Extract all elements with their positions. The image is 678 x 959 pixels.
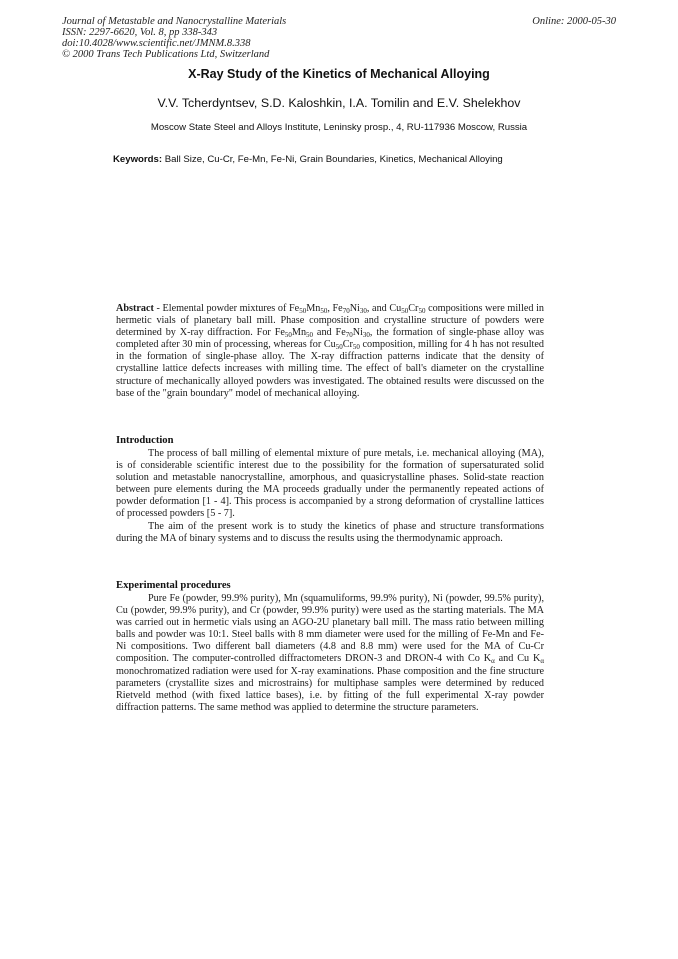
keywords-line xyxy=(113,154,503,165)
experimental-body xyxy=(116,593,544,714)
journal-header xyxy=(62,16,286,60)
introduction-heading: Introduction xyxy=(116,435,174,446)
introduction-paragraph-1: The process of ball milling of elemental mixture of pure metals, i.e. mechanical alloying (MA), is of considerable scientific interest due to the possibility for the formation of supersaturated solid solution and metastable nanocrystalline, amorphous, and quasicrystalline phases. Solid-state reaction between pure elements during the MA proceeds gradually under the permanently repeated actions of powder deformation [1 - 4]. This process is accompanied by a strong deformation of crystalline lattices of processed powders [5 - 7]. xyxy=(116,448,544,520)
abstract-label: Abstract xyxy=(116,303,154,314)
copyright-line: © 2000 Trans Tech Publications Ltd, Switzerland xyxy=(62,49,270,60)
paper-affiliation: Moscow State Steel and Alloys Institute, Leninsky prosp., 4, RU-117936 Moscow, Russia xyxy=(150,122,528,133)
abstract-paragraph: Abstract - Elemental powder mixtures of $Fe_{50}Mn_{50}$, $Fe_{70}Ni_{30}$, and $Cu_{50}Cr_{50}$ compositions were milled in hermetic vials of planetary ball mill. Phase composition and crystalline structure of powders were determined by X-ray diffraction. For $Fe_{50}Mn_{50}$ and $Fe_{70}Ni_{30}$, the formation of single-phase alloy was completed after 30 min of processing, whereas for $Cu_{50}Cr_{50}$ composition, milling for 4 h has not resulted in the formation of single-phase alloy. The X-ray diffraction patterns indicate that the density of crystalline lattice defects increases with milling time. The effect of ball's diameter on the crystalline structure of mechanically alloyed powders was investigated. The obtained results were discussed on the base of the "grain boundary" model of mechanical alloying. xyxy=(116,303,545,399)
introduction-paragraph-2: The aim of the present work is to study the kinetics of phase and structure transformations during the MA of binary systems and to discuss the results using the thermodynamic approach. xyxy=(116,520,544,544)
experimental-paragraph: Pure Fe (powder, 99.9% purity), Mn (squamuliforms, 99.9% purity), Ni (powder, 99.5% purity), Cu (powder, 99.9% purity), and Cr (powder, 99.9% purity) were used as the starting materials. The MA was carried out in hermetic vials using an AGO-2U planetary ball mill. The mass ratio between milling balls and powder was 10:1. Steel balls with 8 mm diameter were used for the milling of Fe-Mn and Fe-Ni compositions. Two different ball diameters (4.8 and 8.8 mm) were used for the MA of Cu-Cr composition. The computer-controlled diffractometers DRON-3 and DRON-4 with Co $K_\alpha$ and Cu $K_\alpha$ monochromatized radiation were used for X-ray examinations. Phase composition and the fine structure parameters (crystallite sizes and microstrains) for multiphase samples were determined by reduced Rietveld method (with fixed lattice bases), i.e. by fitting of the full experimental X-ray powder diffraction patterns. The same method was applied to determine the structure parameters. xyxy=(116,593,544,713)
keywords-list: Ball Size, Cu-Cr, Fe-Mn, Fe-Ni, Grain Boundaries, Kinetics, Mechanical Alloying xyxy=(164,154,503,165)
journal-name: Journal of Metastable and Nanocrystalline Materials xyxy=(62,16,287,27)
experimental-heading: Experimental procedures xyxy=(116,580,231,591)
paper-authors: V.V. Tcherdyntsev, S.D. Kaloshkin, I.A. Tomilin and E.V. Shelekhov xyxy=(157,96,521,110)
issn-line: ISSN: 2297-6620, Vol. 8, pp 338-343 xyxy=(62,27,218,38)
paper-title: X-Ray Study of the Kinetics of Mechanical Alloying xyxy=(188,67,490,81)
introduction-body xyxy=(116,448,544,545)
keywords-label: Keywords: xyxy=(113,154,163,165)
doi-line: doi:10.4028/www.scientific.net/JMNM.8.338 xyxy=(62,38,251,49)
online-date: Online: 2000-05-30 xyxy=(532,16,616,27)
